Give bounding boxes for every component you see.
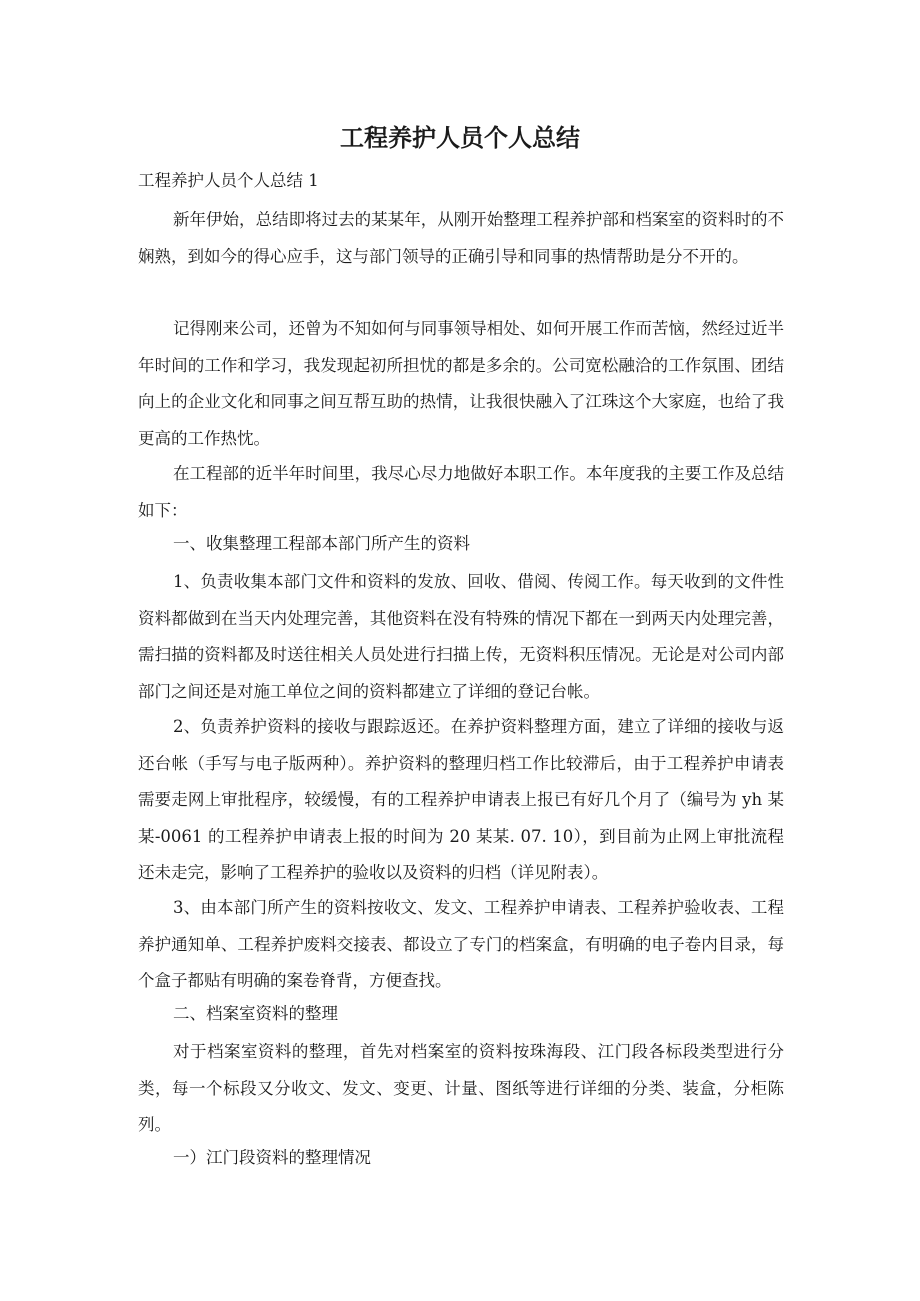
section-heading-1: 一、收集整理工程部本部门所产生的资料 xyxy=(173,534,470,553)
paragraph-summary-lead: 在工程部的近半年时间里，我尽心尽力地做好本职工作。本年度我的主要工作及总结如下： xyxy=(138,464,784,520)
paragraph-item-1: 1、负责收集本部门文件和资料的发放、回收、借阅、传阅工作。每天收到的文件性资料都做到在当天内处理完善，其他资料在没有特殊的情况下都在一到两天内处理完善，需扫描的资料都及时送往相关人员处进行扫描上传，无资料积压情况。无论是对公司内部部门之间还是对施工单位之间的资料都建立了详细的登记台帐。 xyxy=(138,572,784,701)
paragraph-arrival: 记得刚来公司，还曾为不知如何与同事领导相处、如何开展工作而苦恼，然经过近半年时间的工作和学习，我发现起初所担忧的都是多余的。公司宽松融洽的工作氛围、团结向上的企业文化和同事之间互帮互助的热情，让我很快融入了江珠这个大家庭，也给了我更高的工作热忱。 xyxy=(138,319,784,448)
document-title: 工程养护人员个人总结 xyxy=(340,124,580,152)
paragraph-item-2: 2、负责养护资料的接收与跟踪返还。在养护资料整理方面，建立了详细的接收与返还台帐（手写与电子版两种）。养护资料的整理归档工作比较滞后，由于工程养护申请表需要走网上审批程序，较缓慢，有的工程养护申请表上报已有好几个月了（编号为 yh 某某-0061 的工程养护申请表上报的时间为 20 某某. 07. 10），到目前为止网上审批流程还未走完，影响了工程养护的验收以及资料的归档（详见附表）。 xyxy=(138,717,784,882)
section-heading-2: 二、档案室资料的整理 xyxy=(173,1004,338,1023)
paragraph-intro: 新年伊始，总结即将过去的某某年，从刚开始整理工程养护部和档案室的资料时的不娴熟，到如今的得心应手，这与部门领导的正确引导和同事的热情帮助是分不开的。 xyxy=(138,210,784,266)
subsection-heading-jiangmen: 一）江门段资料的整理情况 xyxy=(173,1148,371,1167)
paragraph-archive: 对于档案室资料的整理，首先对档案室的资料按珠海段、江门段各标段类型进行分类，每一个标段又分收文、发文、变更、计量、图纸等进行详细的分类、装盒，分柜陈列。 xyxy=(138,1042,784,1134)
document-subtitle: 工程养护人员个人总结 1 xyxy=(138,171,319,190)
paragraph-item-3: 3、由本部门所产生的资料按收文、发文、工程养护申请表、工程养护验收表、工程养护通知单、工程养护废料交接表、都设立了专门的档案盒，有明确的电子卷内目录，每个盒子都贴有明确的案卷脊背，方便查找。 xyxy=(138,898,784,990)
